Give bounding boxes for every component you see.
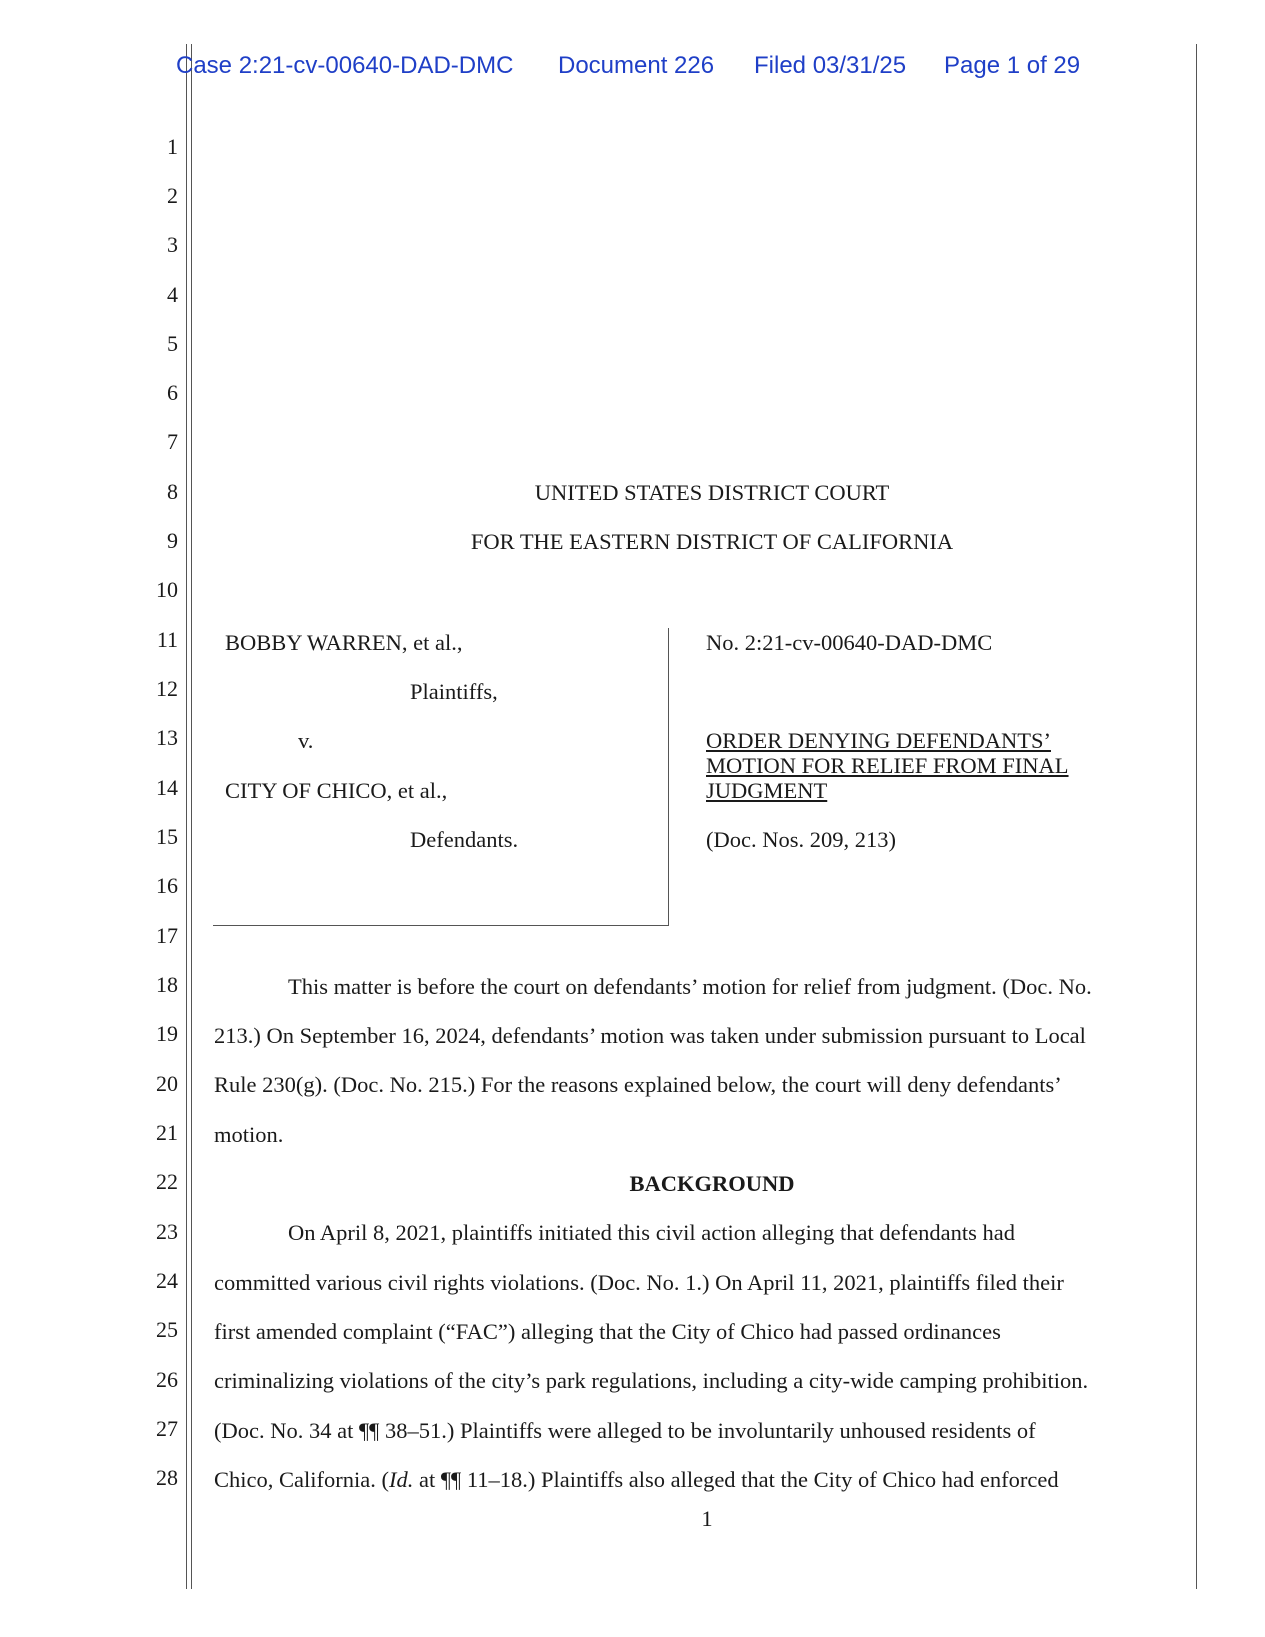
line-number: 13 — [156, 725, 178, 750]
right-margin-rule — [1196, 44, 1197, 1589]
left-margin-rule-outer — [186, 44, 187, 1589]
line-number: 24 — [156, 1268, 178, 1293]
line-number: 19 — [156, 1021, 178, 1046]
line-number: 12 — [156, 676, 178, 701]
text-line: committed various civil rights violations. (Doc. No. 1.) On April 11, 2021, plaintiffs filed their — [214, 1270, 1064, 1295]
doc-numbers: (Doc. Nos. 209, 213) — [706, 827, 896, 852]
order-title-line: MOTION FOR RELIEF FROM FINAL — [706, 753, 1069, 778]
line-number: 10 — [156, 577, 178, 602]
line-number: 6 — [167, 380, 178, 405]
line-number: 22 — [156, 1169, 178, 1194]
versus: v. — [298, 728, 314, 753]
line-number: 11 — [156, 627, 178, 652]
text-line — [214, 1467, 1059, 1493]
caption-bottom-rule — [213, 925, 669, 926]
line-number: 16 — [156, 873, 178, 898]
plaintiff-role: Plaintiffs, — [410, 679, 498, 704]
text-line: 213.) On September 16, 2024, defendants’ motion was taken under submission pursuant to Local — [214, 1023, 1086, 1048]
text-line: Rule 230(g). (Doc. No. 215.) For the reasons explained below, the court will deny defendants’ — [214, 1072, 1062, 1097]
order-title-line: ORDER DENYING DEFENDANTS’ — [706, 728, 1051, 753]
line-number: 26 — [156, 1367, 178, 1392]
court-district: FOR THE EASTERN DISTRICT OF CALIFORNIA — [470, 529, 954, 554]
line-number: 5 — [167, 331, 178, 356]
line-number: 28 — [156, 1465, 178, 1490]
line-number: 23 — [156, 1219, 178, 1244]
header-document: Document 226 — [558, 52, 715, 79]
case-number: No. 2:21-cv-00640-DAD-DMC — [706, 630, 993, 655]
text-run: Chico, California. ( — [214, 1467, 389, 1492]
line-number: 18 — [156, 972, 178, 997]
line-number: 8 — [167, 479, 178, 504]
footer-page-number: 1 — [701, 1506, 713, 1531]
left-margin-rule-inner — [191, 44, 192, 1589]
line-number: 3 — [167, 232, 178, 257]
line-number: 20 — [156, 1071, 178, 1096]
text-line: first amended complaint (“FAC”) alleging that the City of Chico had passed ordinances — [214, 1319, 1001, 1344]
line-number: 21 — [156, 1120, 178, 1145]
background-heading: BACKGROUND — [629, 1171, 795, 1196]
header-case-number: Case 2:21-cv-00640-DAD-DMC — [176, 52, 514, 79]
line-number: 17 — [156, 923, 178, 948]
order-title-line: JUDGMENT — [706, 778, 828, 803]
defendant-role: Defendants. — [410, 827, 519, 852]
text-run: at ¶¶ 11–18.) Plaintiffs also alleged that the City of Chico had enforced — [413, 1467, 1059, 1492]
line-number: 2 — [167, 183, 178, 208]
plaintiff-name: BOBBY WARREN, et al., — [225, 630, 463, 655]
header-filed-date: Filed 03/31/25 — [754, 52, 907, 79]
line-number: 14 — [156, 775, 178, 800]
text-line: This matter is before the court on defendants’ motion for relief from judgment. (Doc. No. — [288, 974, 1092, 999]
header-page: Page 1 of 29 — [944, 52, 1081, 79]
text-line: motion. — [214, 1122, 284, 1147]
text-line: On April 8, 2021, plaintiffs initiated this civil action alleging that defendants had — [288, 1220, 1015, 1245]
line-number: 15 — [156, 824, 178, 849]
line-number: 25 — [156, 1317, 178, 1342]
line-number: 4 — [167, 282, 178, 307]
line-number: 9 — [167, 528, 178, 553]
line-number: 7 — [167, 429, 178, 454]
text-line: (Doc. No. 34 at ¶¶ 38–51.) Plaintiffs were alleged to be involuntarily unhoused residents of — [214, 1418, 1036, 1443]
defendant-name: CITY OF CHICO, et al., — [225, 778, 448, 803]
text-run-italic: Id. — [388, 1467, 414, 1492]
text-line: criminalizing violations of the city’s park regulations, including a city-wide camping prohibition. — [214, 1368, 1089, 1393]
caption-vertical-divider — [668, 628, 669, 925]
line-number: 1 — [167, 134, 178, 159]
line-number: 27 — [156, 1416, 178, 1441]
court-name: UNITED STATES DISTRICT COURT — [534, 480, 890, 505]
